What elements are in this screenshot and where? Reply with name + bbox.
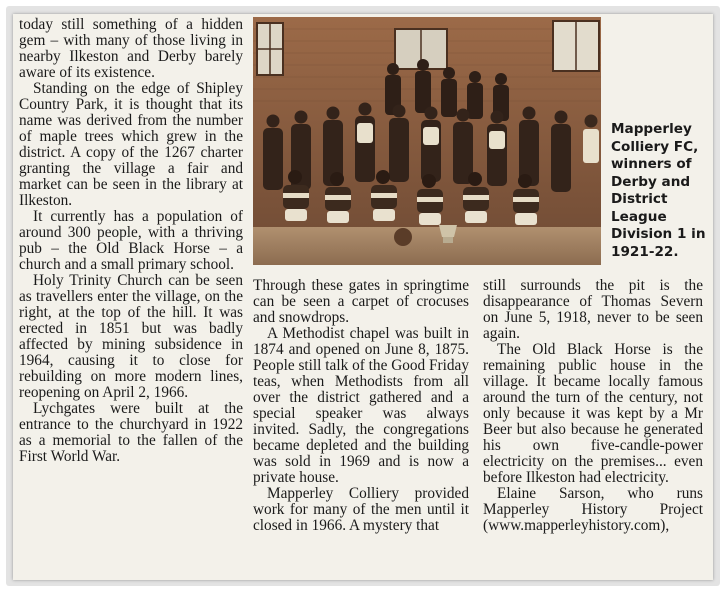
team-photograph	[253, 17, 601, 265]
paragraph: Holy Trinity Church can be seen as travellers enter the village, on the right, at the top of the hill. It was erected in 1851 but was badly affected by mining subsidence in 1964, causing it to close for rebuilding on more modern lines, reopening on April 2, 1966.	[19, 272, 243, 401]
article-column-3	[483, 278, 703, 534]
article-column-1	[19, 17, 243, 465]
paragraph: today still something of a hidden gem – with many of those living in nearby Ilkeston and Derby barely aware of its existence.	[19, 16, 243, 81]
paragraph: Standing on the edge of Shipley Country Park, it is thought that its name was derived from the number of maple trees which grew in the district. A copy of the 1267 charter granting the village a fair and market can be seen in the library at Ilkeston.	[19, 80, 243, 209]
paragraph: It currently has a population of around 300 people, with a thriving pub – the Old Black Horse – a church and a small primary school.	[19, 208, 243, 273]
article-column-2	[253, 278, 469, 534]
newspaper-clipping	[13, 14, 713, 580]
photo-illustration	[253, 17, 601, 265]
paragraph: Elaine Sarson, who runs Mapperley History Project (www.mapperleyhistory.com),	[483, 485, 703, 534]
paragraph: Lychgates were built at the entrance to the churchyard in 1922 as a memorial to the fallen of the First World War.	[19, 400, 243, 465]
paragraph: Through these gates in springtime can be seen a carpet of crocuses and snowdrops.	[253, 277, 469, 326]
paragraph: The Old Black Horse is the remaining public house in the village. It became locally famous around the turn of the century, not only because it was kept by a Mr Beer but also because he generated his own five-candle-power electricity on the premises... even before Ilkeston had electricity.	[483, 341, 703, 486]
paragraph: A Methodist chapel was built in 1874 and opened on June 8, 1875. People still talk of the Good Friday teas, when Methodists from all over the district gathered and a special speaker was always invited. Sadly, the congregations became depleted and the building was sold in 1969 and is now a private house.	[253, 325, 469, 486]
paragraph: Mapperley Colliery provided work for many of the men until it closed in 1966. A mystery that	[253, 485, 469, 534]
paragraph: still surrounds the pit is the disappearance of Thomas Severn on June 5, 1918, never to be seen again.	[483, 277, 703, 342]
photo-caption: Mapperley Colliery FC, winners of Derby and District League Division 1 in 1921-22.	[611, 121, 706, 260]
